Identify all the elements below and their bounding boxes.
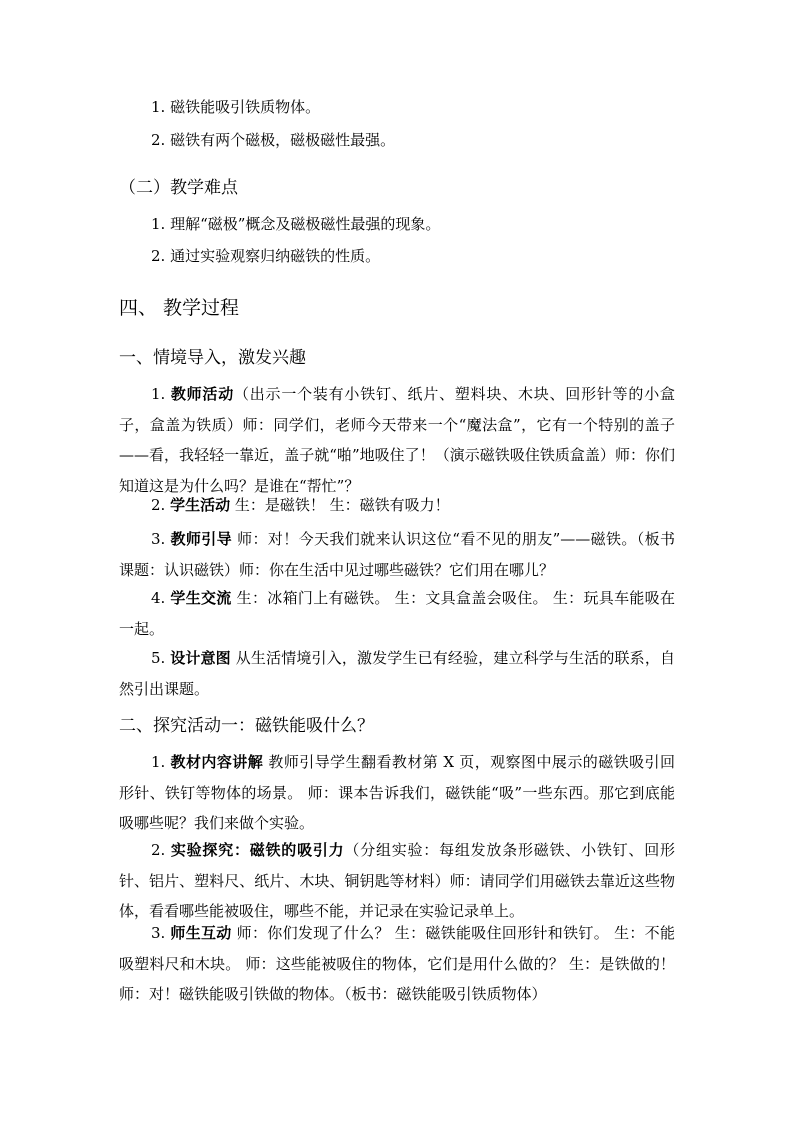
para-number: 3. [151,530,171,548]
goal-item-1: 1. 磁铁能吸引铁质物体。 [151,98,321,116]
para-label: 学生交流 [170,589,232,607]
section1-paragraph-3 [119,524,675,585]
para-label: 教师活动 [170,385,234,403]
section1-paragraph-5 [119,643,675,704]
para-label: 实验探究：磁铁的吸引力 [170,841,345,859]
para-text: 师：对！今天我们就来认识这位“看不见的朋友”——磁铁。（板书课题：认识磁铁）师：你在生活中见过哪些磁铁？它们用在哪儿？ [119,530,675,579]
para-text: 教师引导学生翻看教材第 X 页，观察图中展示的磁铁吸引回形针、铁钉等物体的场景。 师：课本告诉我们，磁铁能“吸”一些东西。那它到底能吸哪些呢？我们来做个实验。 [119,753,675,832]
section2-paragraph-1 [119,747,675,839]
section2-paragraph-2 [119,835,675,927]
para-number: 4. [151,589,171,607]
process-heading: 四、 教学过程 [119,297,240,319]
para-number: 1. [151,753,171,771]
para-text: （分组实验：每组发放条形磁铁、小铁钉、回形针、铝片、塑料尺、纸片、木块、铜钥匙等材料）师：请同学们用磁铁去靠近这些物体，看看哪些能被吸住，哪些不能，并记录在实验记录单上。 [119,841,675,920]
para-text: （出示一个装有小铁钉、纸片、塑料块、木块、回形针等的小盒子，盒盖为铁质）师：同学们，老师今天带来一个“魔法盒”，它有一个特别的盖子——看，我轻轻一靠近，盖子就“啪”地吸住了！（演示磁铁吸住铁质盒盖）师：你们知道这是为什么吗？是谁在“帮忙”？ [119,385,675,495]
section2-heading: 二、探究活动一：磁铁能吸什么？ [119,716,374,736]
para-label: 学生活动 [170,496,231,514]
para-number: 5. [151,649,171,667]
section1-heading: 一、情境导入，激发兴趣 [119,348,306,368]
para-label: 教材内容讲解 [170,753,264,771]
para-text: 生：是磁铁！ 生：磁铁有吸力！ [230,496,450,514]
difficulties-heading: （二）教学难点 [119,178,238,198]
para-number: 1. [151,385,171,403]
difficulty-item-2: 2. 通过实验观察归纳磁铁的性质。 [151,247,381,265]
goal-item-2: 2. 磁铁有两个磁极，磁极磁性最强。 [151,131,396,149]
para-label: 教师引导 [170,530,232,548]
para-label: 师生互动 [170,924,232,942]
section2-paragraph-3 [119,918,675,1010]
para-number: 3. [151,924,171,942]
difficulty-item-1: 1. 理解“磁极”概念及磁极磁性最强的现象。 [151,215,441,233]
para-text: 从生活情境引入，激发学生已有经验，建立科学与生活的联系，自然引出课题。 [119,649,675,698]
section1-paragraph-4 [119,583,675,644]
para-text: 生：冰箱门上有磁铁。 生：文具盒盖会吸住。 生：玩具车能吸在一起。 [119,589,675,638]
section1-paragraph-2 [119,490,675,521]
para-number: 2. [151,841,171,859]
para-text: 师：你们发现了什么？ 生：磁铁能吸住回形针和铁钉。 生：不能吸塑料尺和木块。 师：这些能被吸住的物体，它们是用什么做的？ 生：是铁做的！ 师：对！磁铁能吸引铁做的物体。（板书：磁铁能吸引铁质物体） [119,924,675,1003]
para-label: 设计意图 [170,649,231,667]
para-number: 2. [151,496,171,514]
section1-paragraph-1 [119,379,675,501]
